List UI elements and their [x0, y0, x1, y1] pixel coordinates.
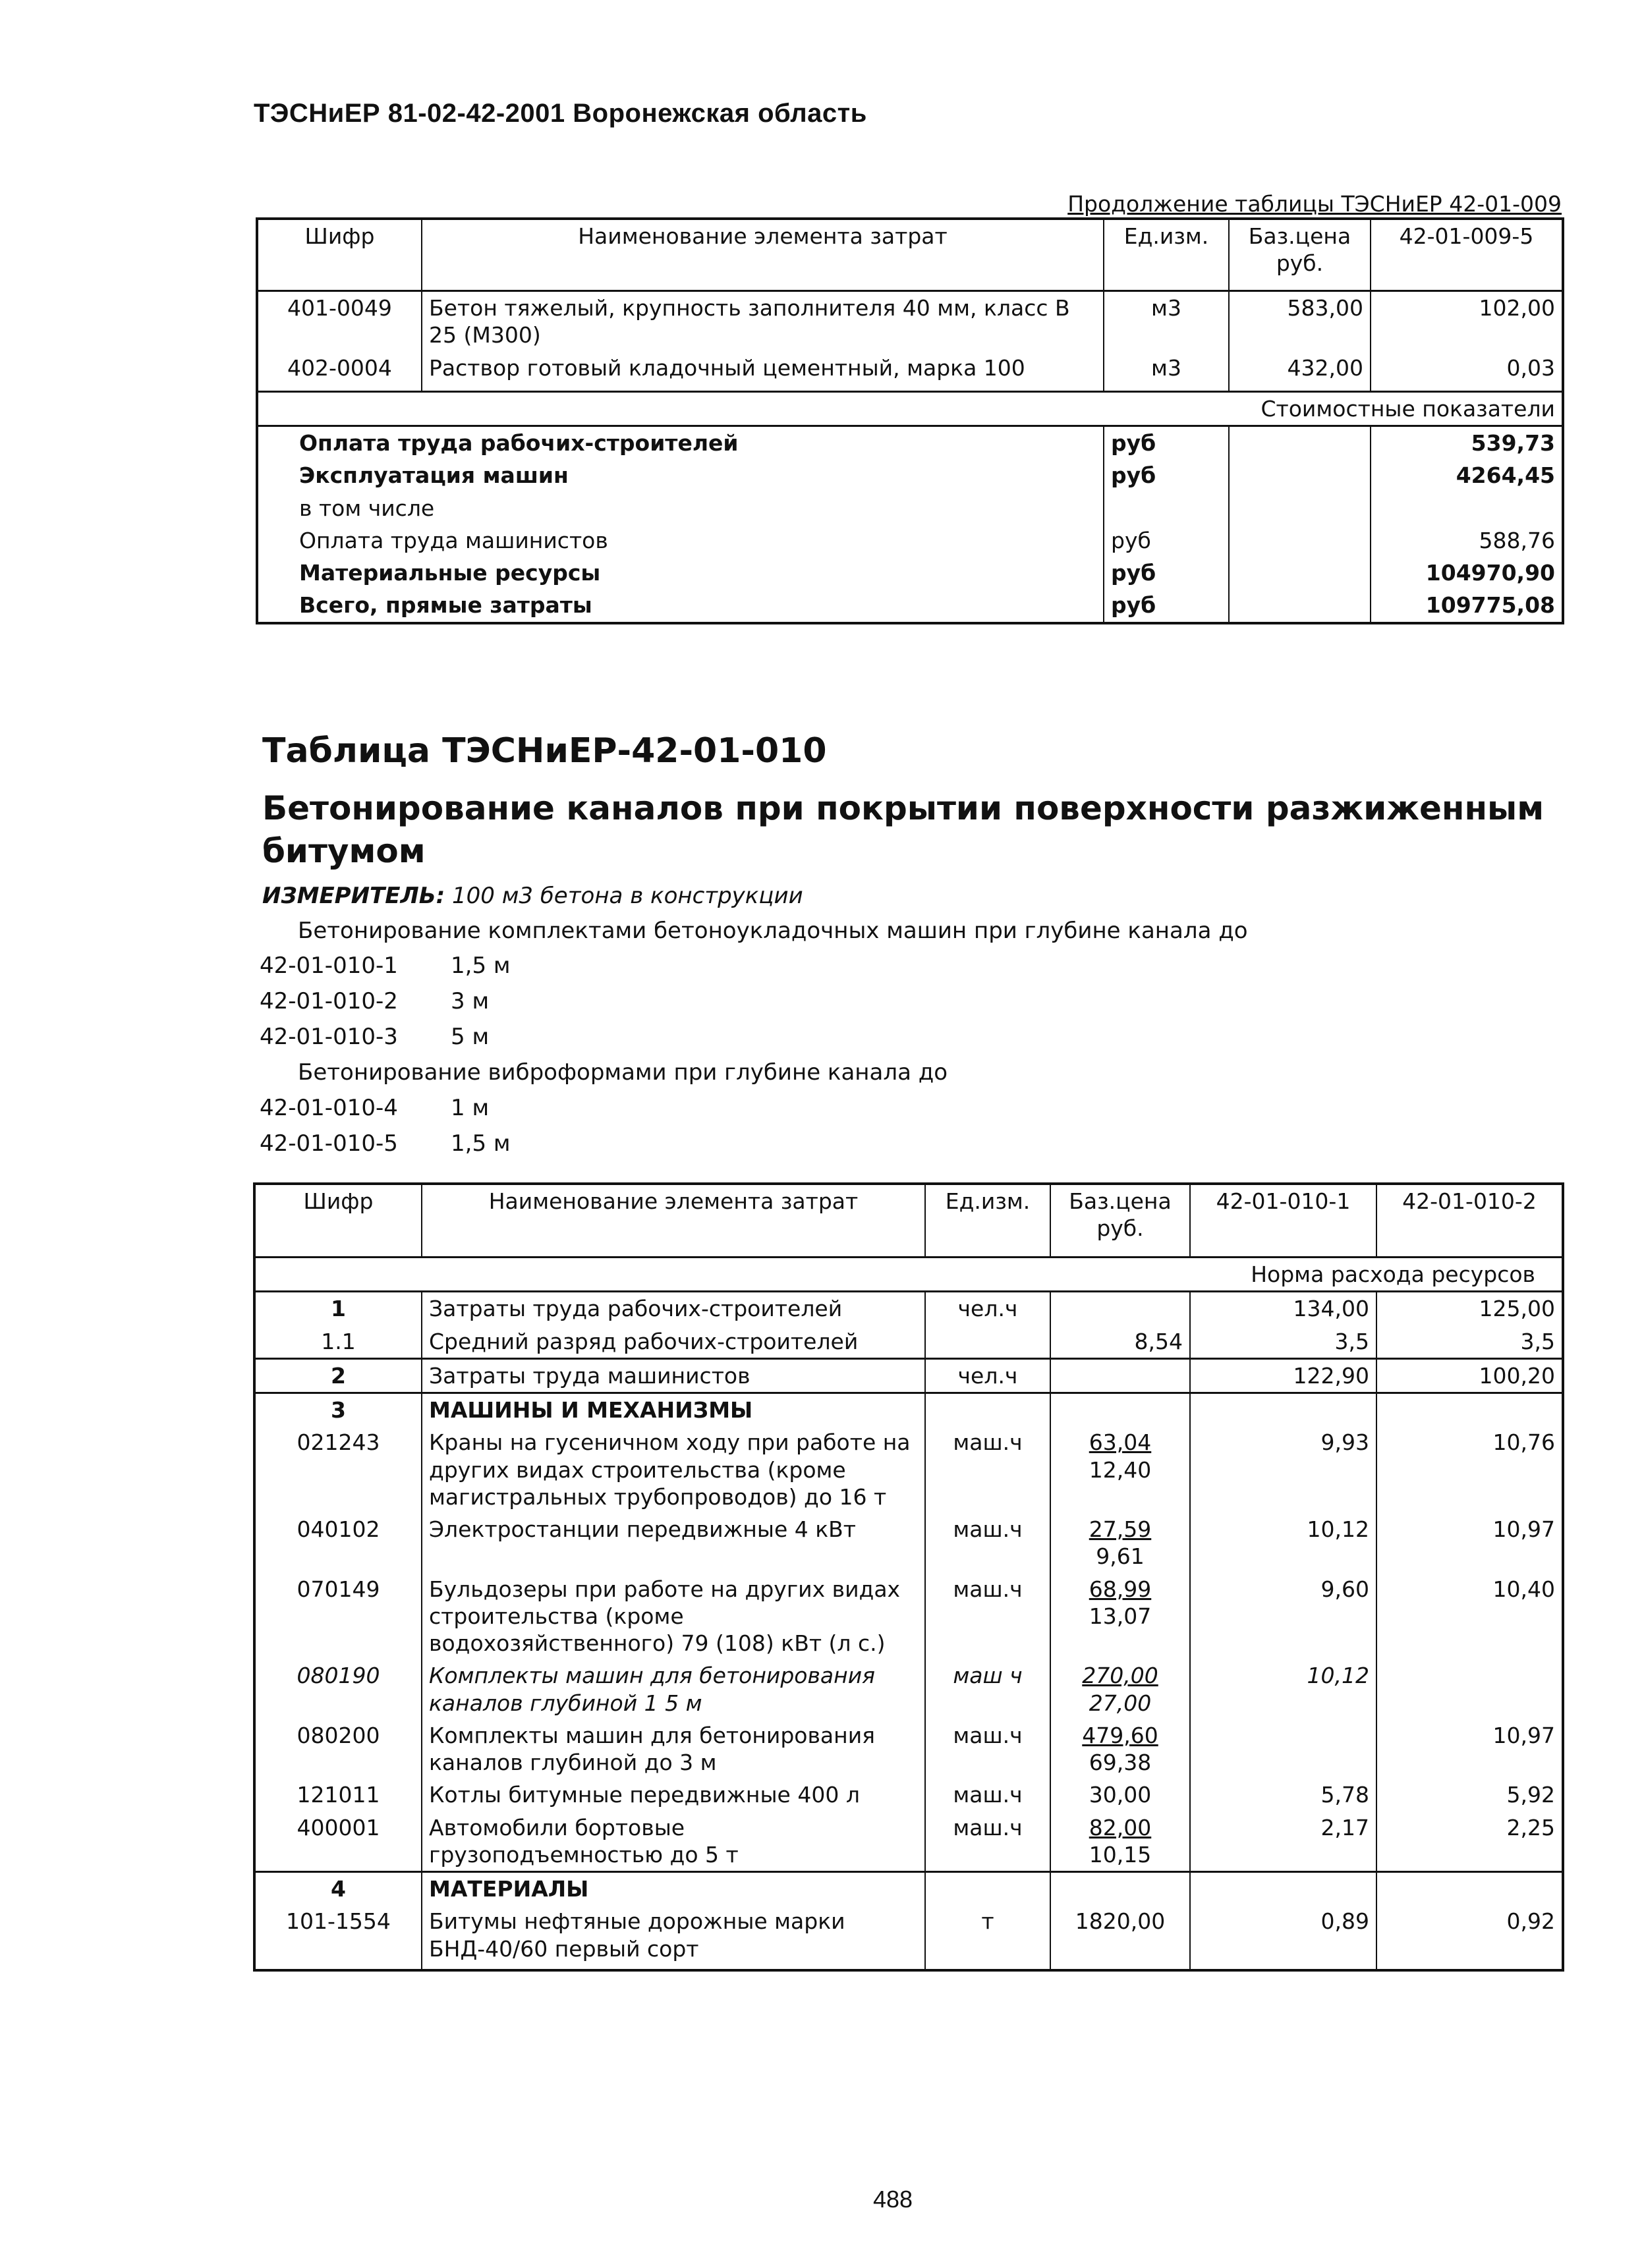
price-value: 1820,00: [1075, 1908, 1166, 1935]
cell-unit: чел.ч: [925, 1358, 1050, 1393]
cell-unit: маш.ч: [925, 1573, 1050, 1660]
cell-name: Бетон тяжелый, крупность заполнителя 40 мм, класс В 25 (М300): [422, 291, 1104, 352]
price-value: 63,04: [1089, 1429, 1152, 1456]
cost-name: Оплата труда машинистов: [257, 524, 1104, 557]
cell-name: Раствор готовый кладочный цементный, марка 100: [422, 352, 1104, 392]
continuation-note: Продолжение таблицы ТЭСНиЕР 42-01-009: [1067, 191, 1562, 217]
cell-value-1: [1190, 1393, 1376, 1427]
col-header-unit: Ед.изм.: [1104, 219, 1229, 291]
cell-value-2: 2,25: [1376, 1812, 1563, 1872]
item-code: 42-01-010-5: [260, 1130, 398, 1157]
cost-empty: [1229, 459, 1371, 491]
cell-code: 040102: [254, 1513, 422, 1573]
price-value-2: 27,00: [1089, 1690, 1152, 1716]
cell-name: Средний разряд рабочих-строителей: [422, 1325, 925, 1359]
cell-name: МАТЕРИАЛЫ: [422, 1872, 925, 1906]
cell-price: [1050, 1393, 1190, 1427]
cell-price: [1050, 1659, 1190, 1719]
cell-code: 021243: [254, 1426, 422, 1513]
cell-code: 1.1: [254, 1325, 422, 1359]
table-continuation-42-01-009: [256, 217, 1564, 624]
table-42-01-010: [253, 1182, 1564, 1972]
cell-code: 080200: [254, 1719, 422, 1779]
table-row: [254, 1719, 1563, 1779]
cell-name: Затраты труда рабочих-строителей: [422, 1292, 925, 1325]
group1-description: Бетонирование комплектами бетоноукладочных машин при глубине канала до: [298, 918, 1248, 944]
price-value: 82,00: [1089, 1814, 1152, 1840]
cost-empty: [1229, 492, 1371, 524]
cell-value-2: 3,5: [1376, 1325, 1563, 1359]
item-code: 42-01-010-1: [260, 953, 398, 979]
table-row: [254, 1325, 1563, 1359]
cell-code: 400001: [254, 1812, 422, 1872]
table1-header-row: [257, 219, 1563, 291]
norm-label: Норма расхода ресурсов: [254, 1258, 1563, 1292]
cost-value: 104970,90: [1371, 557, 1563, 589]
cell-name: МАШИНЫ И МЕХАНИЗМЫ: [422, 1393, 925, 1427]
cell-price: [1050, 1905, 1190, 1970]
price-value: 68,99: [1089, 1576, 1152, 1602]
cell-unit: чел.ч: [925, 1292, 1050, 1325]
cost-row: [257, 524, 1563, 557]
cell-unit: м3: [1104, 291, 1229, 352]
cost-row: [257, 557, 1563, 589]
cell-value-2: 0,92: [1376, 1905, 1563, 1970]
cell-unit: [925, 1393, 1050, 1427]
cost-name: Материальные ресурсы: [257, 557, 1104, 589]
table-row: [257, 291, 1563, 352]
cell-value: 102,00: [1371, 291, 1563, 352]
cost-name: Эксплуатация машин: [257, 459, 1104, 491]
cost-unit: руб: [1104, 589, 1229, 622]
item-value: 1,5 м: [451, 1130, 511, 1157]
cell-price: [1050, 1426, 1190, 1513]
group2-item: [260, 1095, 489, 1121]
col-header-code-2: 42-01-010-2: [1376, 1184, 1563, 1258]
cell-code: 402-0004: [257, 352, 422, 392]
price-value: 8,54: [1134, 1328, 1183, 1354]
cell-value-2: 10,97: [1376, 1719, 1563, 1779]
item-value: 1 м: [451, 1095, 490, 1121]
cell-code: 101-1554: [254, 1905, 422, 1970]
table-row: [254, 1659, 1563, 1719]
price-value-2: 12,40: [1089, 1456, 1152, 1483]
group1-item: [260, 988, 489, 1014]
cell-price: [1050, 1513, 1190, 1573]
measure-value: 100 м3 бетона в конструкции: [452, 883, 803, 909]
cell-value-2: [1376, 1872, 1563, 1906]
cost-empty: [1229, 524, 1371, 557]
cell-value-2: [1376, 1393, 1563, 1427]
table-row: [254, 1513, 1563, 1573]
cell-value-1: 5,78: [1190, 1779, 1376, 1811]
col-header-code-value: 42-01-009-5: [1371, 219, 1563, 291]
table-row: [254, 1905, 1563, 1970]
item-value: 5 м: [451, 1024, 490, 1050]
measure-line: [262, 883, 803, 909]
cell-value-1: 122,90: [1190, 1358, 1376, 1393]
cost-row: [257, 492, 1563, 524]
document-header: ТЭСНиЕР 81-02-42-2001 Воронежская область: [254, 99, 867, 128]
price-value: 27,59: [1089, 1516, 1152, 1542]
cell-price: [1050, 1812, 1190, 1872]
price-value: 479,60: [1082, 1722, 1158, 1748]
cost-unit: руб: [1104, 426, 1229, 460]
cost-value: 4264,45: [1371, 459, 1563, 491]
group1-item: [260, 1024, 489, 1050]
cost-section-label-row: [257, 391, 1563, 426]
cell-name: Комплекты машин для бетонирования каналов глубиной до 3 м: [422, 1719, 925, 1779]
cell-value-1: 9,60: [1190, 1573, 1376, 1660]
item-value: 1,5 м: [451, 953, 511, 979]
cell-code: 4: [254, 1872, 422, 1906]
cell-value-2: [1376, 1659, 1563, 1719]
cell-value-1: 0,89: [1190, 1905, 1376, 1970]
cell-code: 070149: [254, 1573, 422, 1660]
col-header-unit: Ед.изм.: [925, 1184, 1050, 1258]
price-value: 270,00: [1082, 1663, 1158, 1689]
cell-code: 2: [254, 1358, 422, 1393]
table-subtitle: Бетонирование каналов при покрытии поверхности разжиженным битумом: [262, 789, 1545, 870]
group2-item: [260, 1130, 511, 1157]
cell-code: 3: [254, 1393, 422, 1427]
item-value: 3 м: [451, 988, 490, 1014]
cell-value-1: 2,17: [1190, 1812, 1376, 1872]
cell-code: 1: [254, 1292, 422, 1325]
cost-row: [257, 459, 1563, 491]
cost-empty: [1229, 589, 1371, 622]
cell-value-2: 100,20: [1376, 1358, 1563, 1393]
table-row: [254, 1292, 1563, 1325]
price-value-2: 10,15: [1089, 1841, 1152, 1867]
price-value-2: 69,38: [1089, 1750, 1152, 1775]
cell-name: Затраты труда машинистов: [422, 1358, 925, 1393]
cost-empty: [1229, 426, 1371, 460]
col-header-name: Наименование элемента затрат: [422, 219, 1104, 291]
cell-code: 121011: [254, 1779, 422, 1811]
item-code: 42-01-010-4: [260, 1095, 398, 1121]
cell-name: Электростанции передвижные 4 кВт: [422, 1513, 925, 1573]
price-value: 30,00: [1089, 1782, 1152, 1808]
cost-value: 539,73: [1371, 426, 1563, 460]
cell-price: [1050, 1779, 1190, 1811]
cell-price: 583,00: [1229, 291, 1371, 352]
col-header-code: Шифр: [257, 219, 422, 291]
cost-name: Оплата труда рабочих-строителей: [257, 426, 1104, 460]
cost-unit: руб: [1104, 524, 1229, 557]
cell-price: [1050, 1872, 1190, 1906]
item-code: 42-01-010-3: [260, 1024, 398, 1050]
col-header-price: Баз.цена руб.: [1229, 219, 1371, 291]
col-header-name: Наименование элемента затрат: [422, 1184, 925, 1258]
col-header-price: Баз.цена руб.: [1050, 1184, 1190, 1258]
cell-unit: маш.ч: [925, 1513, 1050, 1573]
cell-unit: маш.ч: [925, 1426, 1050, 1513]
page-number: 488: [873, 2186, 913, 2213]
price-value-2: 9,61: [1096, 1543, 1145, 1570]
cell-name: Котлы битумные передвижные 400 л: [422, 1779, 925, 1811]
table-row: [254, 1426, 1563, 1513]
cost-unit: руб: [1104, 557, 1229, 589]
cost-unit: руб: [1104, 459, 1229, 491]
cost-value: 588,76: [1371, 524, 1563, 557]
table-row: [257, 352, 1563, 392]
cell-value-2: 10,97: [1376, 1513, 1563, 1573]
price-value-2: 13,07: [1089, 1603, 1152, 1629]
item-code: 42-01-010-2: [260, 988, 398, 1014]
cell-price: 432,00: [1229, 352, 1371, 392]
cost-name: Всего, прямые затраты: [257, 589, 1104, 622]
table-row: [254, 1358, 1563, 1393]
col-header-code-1: 42-01-010-1: [1190, 1184, 1376, 1258]
cost-row: [257, 426, 1563, 460]
table2-header-row: [254, 1184, 1563, 1258]
table-title: Таблица ТЭСНиЕР-42-01-010: [262, 731, 827, 771]
cell-unit: маш ч: [925, 1659, 1050, 1719]
cell-name: Комплекты машин для бетонирования каналов глубиной 1 5 м: [422, 1659, 925, 1719]
cell-unit: маш.ч: [925, 1719, 1050, 1779]
section-row: [254, 1393, 1563, 1427]
cost-row: [257, 589, 1563, 622]
cost-section-label: Стоимостные показатели: [257, 391, 1563, 426]
cell-value-2: 10,76: [1376, 1426, 1563, 1513]
col-header-code: Шифр: [254, 1184, 422, 1258]
cost-value: 109775,08: [1371, 589, 1563, 622]
cell-value-2: 125,00: [1376, 1292, 1563, 1325]
cell-value-2: 10,40: [1376, 1573, 1563, 1660]
cell-unit: маш.ч: [925, 1812, 1050, 1872]
measure-label: ИЗМЕРИТЕЛЬ:: [262, 883, 445, 909]
cell-price: [1050, 1292, 1190, 1325]
cell-code: 401-0049: [257, 291, 422, 352]
norm-label-row: [254, 1258, 1563, 1292]
cost-empty: [1229, 557, 1371, 589]
cell-unit: т: [925, 1905, 1050, 1970]
cell-price: [1050, 1358, 1190, 1393]
cell-value-1: 10,12: [1190, 1513, 1376, 1573]
cell-value-2: 5,92: [1376, 1779, 1563, 1811]
cell-price: [1050, 1719, 1190, 1779]
cell-value-1: 3,5: [1190, 1325, 1376, 1359]
cell-unit: [925, 1325, 1050, 1359]
cell-name: Краны на гусеничном ходу при работе на других видах строительства (кроме магистральных трубопроводов) до 16 т: [422, 1426, 925, 1513]
cell-value-1: [1190, 1719, 1376, 1779]
cell-value-1: 10,12: [1190, 1659, 1376, 1719]
cell-unit: [925, 1872, 1050, 1906]
cell-value-1: 134,00: [1190, 1292, 1376, 1325]
cell-value: 0,03: [1371, 352, 1563, 392]
cell-name: Автомобили бортовые грузоподъемностью до 5 т: [422, 1812, 925, 1872]
cost-value: [1371, 492, 1563, 524]
cell-price: [1050, 1325, 1190, 1359]
cell-unit: м3: [1104, 352, 1229, 392]
group1-item: [260, 953, 511, 979]
cost-name: в том числе: [257, 492, 1104, 524]
cell-value-1: 9,93: [1190, 1426, 1376, 1513]
cost-unit: [1104, 492, 1229, 524]
cell-name: Бульдозеры при работе на других видах строительства (кроме водохозяйственного) 79 (108) кВт (л с.): [422, 1573, 925, 1660]
cell-unit: маш.ч: [925, 1779, 1050, 1811]
cell-value-1: [1190, 1872, 1376, 1906]
cell-name: Битумы нефтяные дорожные марки БНД-40/60 первый сорт: [422, 1905, 925, 1970]
section-row: [254, 1872, 1563, 1906]
group2-description: Бетонирование виброформами при глубине канала до: [298, 1059, 948, 1086]
table-row: [254, 1573, 1563, 1660]
table-row: [254, 1812, 1563, 1872]
cell-code: 080190: [254, 1659, 422, 1719]
table-row: [254, 1779, 1563, 1811]
cell-price: [1050, 1573, 1190, 1660]
